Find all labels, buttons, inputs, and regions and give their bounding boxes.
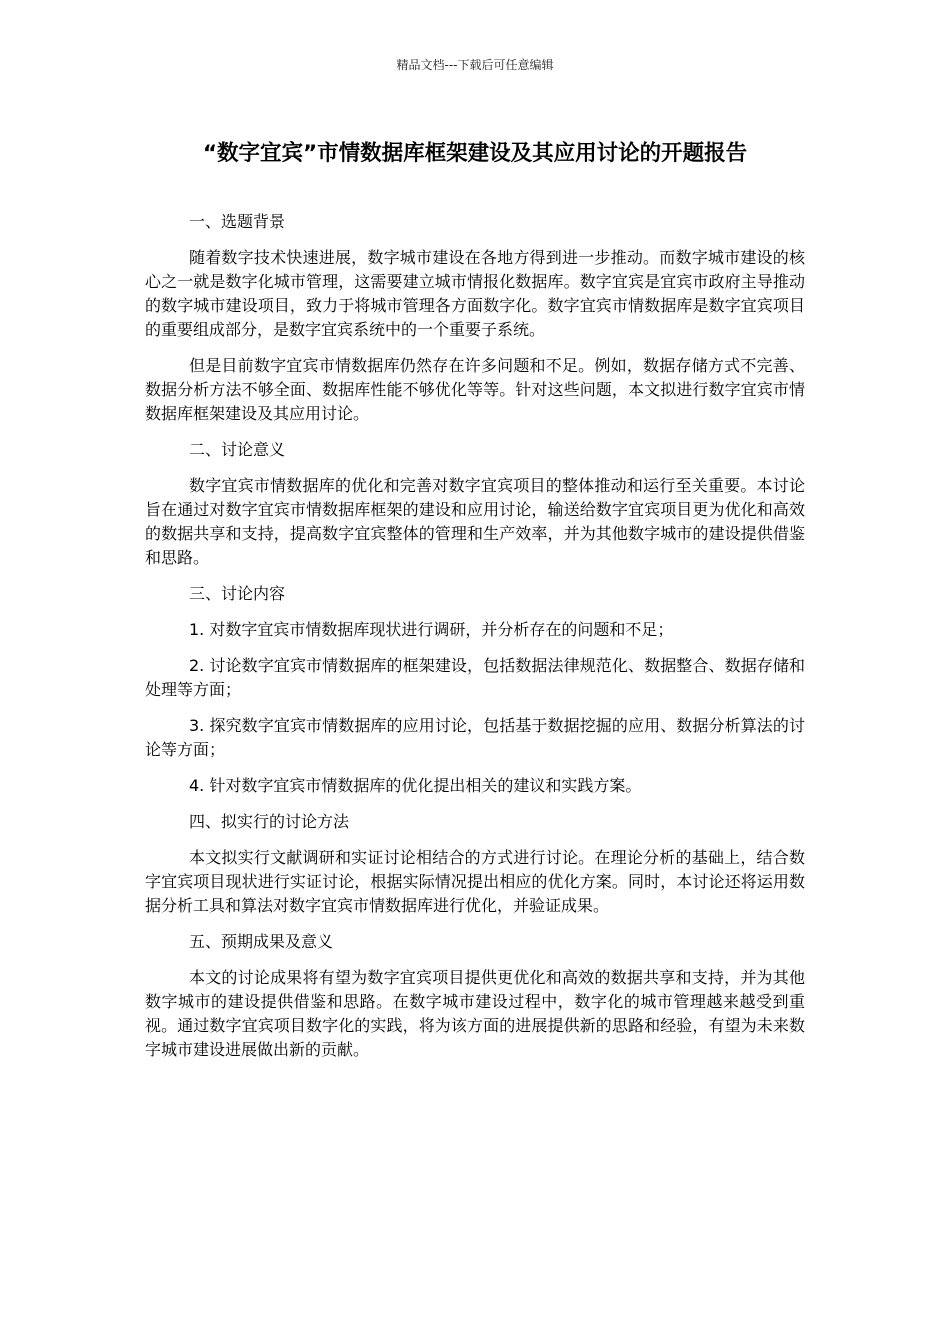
content-item-2: 2. 讨论数字宜宾市情数据库的框架建设，包括数据法律规范化、数据整合、数据存储和处理等方面； <box>145 656 805 699</box>
paragraph-background-2: 但是目前数字宜宾市情数据库仍然存在许多问题和不足。例如，数据存储方式不完善、数据分析方法不够全面、数据库性能不够优化等等。针对这些问题，本文拟进行数字宜宾市情数据库框架建设及其应用讨论。 <box>145 356 805 423</box>
section-heading-method: 四、拟实行的讨论方法 <box>189 812 350 831</box>
content-item-3: 3. 探究数字宜宾市情数据库的应用讨论，包括基于数据挖掘的应用、数据分析算法的讨论等方面； <box>145 716 805 759</box>
header-note: 精品文档---下载后可任意编辑 <box>396 58 554 72</box>
section-heading-outcome: 五、预期成果及意义 <box>189 932 334 951</box>
content-item-1: 1. 对数字宜宾市情数据库现状进行调研，并分析存在的问题和不足； <box>189 620 674 639</box>
content-item-4: 4. 针对数字宜宾市情数据库的优化提出相关的建议和实践方案。 <box>189 776 642 795</box>
document-title: “数字宜宾”市情数据库框架建设及其应用讨论的开题报告 <box>202 141 748 166</box>
paragraph-method: 本文拟实行文献调研和实证讨论相结合的方式进行讨论。在理论分析的基础上，结合数字宜宾项目现状进行实证讨论，根据实际情况提出相应的优化方案。同时，本讨论还将运用数据分析工具和算法对数字宜宾市情数据库进行优化，并验证成果。 <box>145 848 805 915</box>
paragraph-outcome: 本文的讨论成果将有望为数字宜宾项目提供更优化和高效的数据共享和支持，并为其他数字城市的建设提供借鉴和思路。在数字城市建设过程中，数字化的城市管理越来越受到重视。通过数字宜宾项目数字化的实践，将为该方面的进展提供新的思路和经验，有望为未来数字城市建设进展做出新的贡献。 <box>145 968 805 1059</box>
paragraph-background-1: 随着数字技术快速进展，数字城市建设在各地方得到进一步推动。而数字城市建设的核心之一就是数字化城市管理，这需要建立城市情报化数据库。数字宜宾是宜宾市政府主导推动的数字城市建设项目，致力于将城市管理各方面数字化。数字宜宾市情数据库是数字宜宾项目的重要组成部分，是数字宜宾系统中的一个重要子系统。 <box>145 248 805 339</box>
section-heading-background: 一、选题背景 <box>189 212 286 231</box>
document-body <box>145 210 805 1074</box>
section-heading-significance: 二、讨论意义 <box>189 440 286 459</box>
paragraph-significance: 数字宜宾市情数据库的优化和完善对数字宜宾项目的整体推动和运行至关重要。本讨论旨在通过对数字宜宾市情数据库框架的建设和应用讨论，输送给数字宜宾项目更为优化和高效的数据共享和支持，提高数字宜宾整体的管理和生产效率，并为其他数字城市的建设提供借鉴和思路。 <box>145 476 805 567</box>
section-heading-content: 三、讨论内容 <box>189 584 286 603</box>
